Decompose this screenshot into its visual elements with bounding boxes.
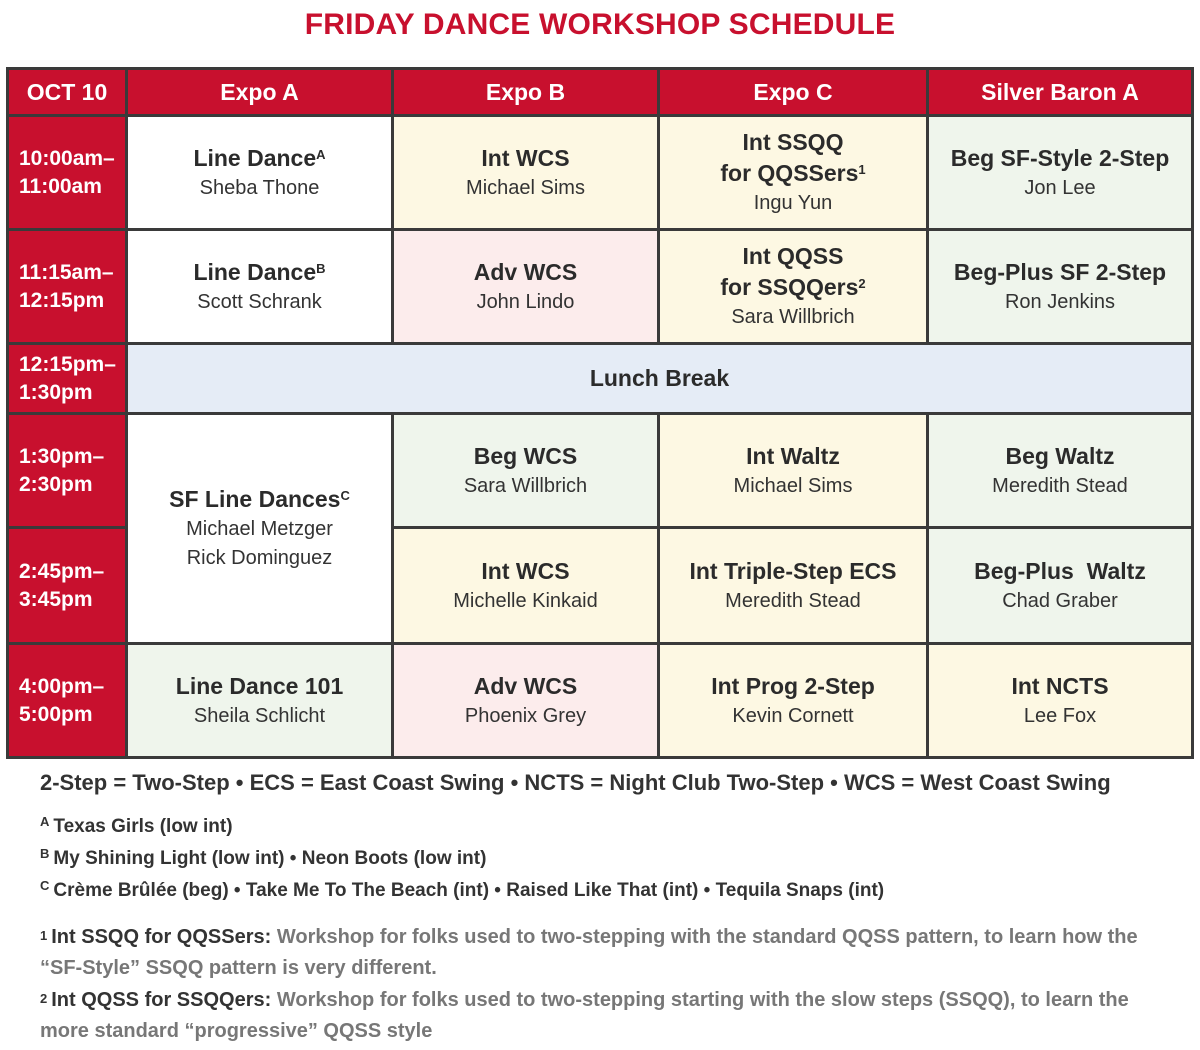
- session-cell: Adv WCS John Lindo: [394, 231, 657, 342]
- time-slot-4: 1:30pm– 2:30pm: [9, 415, 125, 526]
- time-slot-6: 4:00pm– 5:00pm: [9, 645, 125, 756]
- note-2: $^2$ Int QQSS for SSQQers: Workshop for folks used to two-stepping starting with the slow steps (SSQQ), to learn the more standard “progressive” QQSS style: [40, 989, 1129, 1042]
- session-cell: Int WCS Michelle Kinkaid: [394, 529, 657, 642]
- session-cell: Adv WCS Phoenix Grey: [394, 645, 657, 756]
- time-slot-2: 11:15am– 12:15pm: [9, 231, 125, 342]
- footnote-c: $^C$ Crème Brûlée (beg) • Take Me To The Beach (int) • Raised Like That (int) • Tequila Snaps (int): [40, 878, 885, 901]
- time-slot-5: 2:45pm– 3:45pm: [9, 529, 125, 642]
- note-1: $^1$ Int SSQQ for QQSSers: Workshop for folks used to two-stepping with the standard QQSS pattern, to learn how the “SF-Style” SSQQ pattern is very different.: [40, 926, 1138, 979]
- session-cell: Int Prog 2-Step Kevin Cornett: [660, 645, 926, 756]
- header-date: OCT 10: [9, 70, 125, 114]
- header-silver-baron-a: Silver Baron A: [929, 70, 1191, 114]
- session-cell: Beg SF-Style 2-Step Jon Lee: [929, 117, 1191, 228]
- session-cell: Int SSQQ for QQSSers$^1$ Ingu Yun: [660, 117, 926, 228]
- footnote-a: $^A$ Texas Girls (low int): [40, 814, 233, 837]
- session-cell: Line Dance 101 Sheila Schlicht: [128, 645, 391, 756]
- abbreviation-legend: 2-Step = Two-Step • ECS = East Coast Swing • NCTS = Night Club Two-Step • WCS = West Coast Swing: [40, 770, 1111, 795]
- page-title: FRIDAY DANCE WORKSHOP SCHEDULE: [304, 8, 896, 41]
- session-cell: Beg-Plus Waltz Chad Graber: [929, 529, 1191, 642]
- header-expo-c: Expo C: [660, 70, 926, 114]
- header-expo-a: Expo A: [128, 70, 391, 114]
- session-cell: Int Triple-Step ECS Meredith Stead: [660, 529, 926, 642]
- time-slot-1: 10:00am– 11:00am: [9, 117, 125, 228]
- session-cell: SF Line Dances$^C$ Michael Metzger Rick Dominguez: [128, 415, 391, 642]
- lunch-break-cell: Lunch Break: [128, 345, 1191, 412]
- session-cell: Line Dance$^A$ Sheba Thone: [128, 117, 391, 228]
- session-cell: Beg-Plus SF 2-Step Ron Jenkins: [929, 231, 1191, 342]
- session-cell: Int NCTS Lee Fox: [929, 645, 1191, 756]
- session-cell: Int WCS Michael Sims: [394, 117, 657, 228]
- session-cell: Beg Waltz Meredith Stead: [929, 415, 1191, 526]
- header-expo-b: Expo B: [394, 70, 657, 114]
- session-cell: Beg WCS Sara Willbrich: [394, 415, 657, 526]
- schedule-table: [6, 67, 1194, 759]
- session-cell: Int QQSS for SSQQers$^2$ Sara Willbrich: [660, 231, 926, 342]
- session-cell: Line Dance$^B$ Scott Schrank: [128, 231, 391, 342]
- footnote-b: $^B$ My Shining Light (low int) • Neon Boots (low int): [40, 846, 487, 869]
- time-slot-3: 12:15pm– 1:30pm: [9, 345, 125, 412]
- session-cell: Int Waltz Michael Sims: [660, 415, 926, 526]
